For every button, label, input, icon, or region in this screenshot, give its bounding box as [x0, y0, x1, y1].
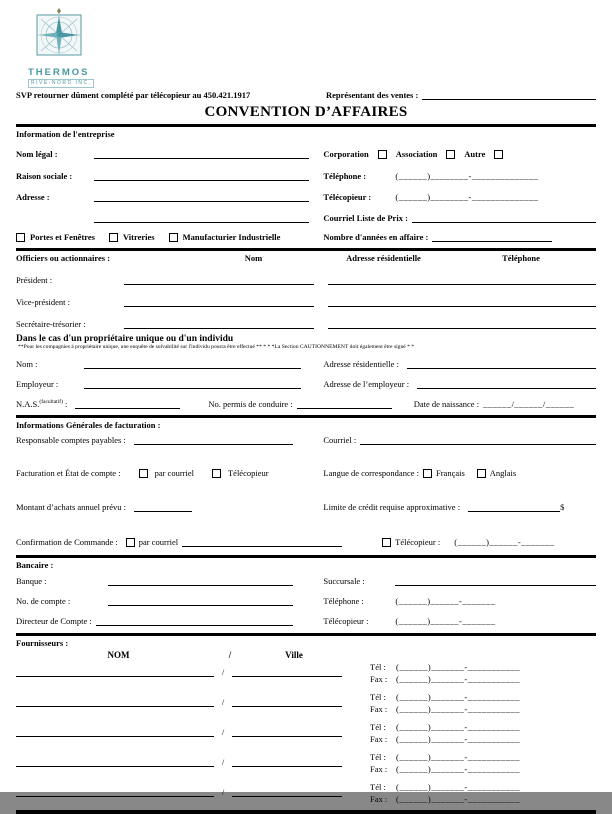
branch-field[interactable] [395, 576, 596, 586]
portes-fenetres-label: Portes et Fenêtres [30, 232, 95, 242]
supplier-1-fax-field[interactable]: (______)_______-___________ [396, 674, 520, 684]
vice-president-address-field[interactable] [328, 297, 596, 307]
credit-limit-label: Limite de crédit requise approximative : [323, 502, 461, 512]
legal-name-label: Nom légal : [16, 149, 58, 159]
payables-contact-label: Responsable comptes payables : [16, 435, 126, 445]
section-rule-4 [16, 633, 596, 636]
bank-name-field[interactable] [108, 576, 293, 586]
sales-rep-label: Représentant des ventes : [326, 90, 419, 100]
separator: / [221, 697, 225, 707]
supplier-1-tel-field[interactable]: (______)_______-___________ [396, 662, 520, 672]
language-label: Langue de correspondance : [323, 468, 419, 478]
nas-field[interactable] [75, 399, 180, 409]
company-logo [28, 8, 596, 88]
invoice-email-checkbox[interactable] [139, 469, 148, 478]
tel-label: Tél : [370, 662, 386, 672]
employer-label: Employeur : [16, 379, 59, 389]
annual-purchase-field[interactable] [134, 502, 192, 512]
dollar-sign: $ [560, 502, 565, 512]
confirmation-fax-field[interactable]: (______)______-_______ [454, 537, 555, 547]
years-in-business-field[interactable] [432, 232, 552, 242]
vice-president-name-field[interactable] [124, 297, 314, 307]
section-company-title: Information de l'entreprise [16, 129, 115, 139]
supplier-4-name-field[interactable] [16, 757, 214, 767]
invoice-email-label: par courriel [154, 468, 194, 478]
confirmation-fax-label: Télécopieur : [395, 537, 441, 547]
brand-subtitle: RIVE-NORD INC. [28, 79, 94, 88]
supplier-4-city-field[interactable] [232, 757, 342, 767]
payables-contact-field[interactable] [134, 435, 294, 445]
supplier-3-city-field[interactable] [232, 727, 342, 737]
sales-rep-field[interactable] [422, 90, 596, 100]
secretary-address-field[interactable] [328, 319, 596, 329]
supplier-row [16, 780, 596, 804]
separator: / [221, 667, 225, 677]
suppliers-col-ville: Ville [285, 650, 303, 660]
account-manager-label: Directeur de Compte : [16, 616, 92, 626]
fax-label: Fax : [370, 674, 388, 684]
supplier-5-city-field[interactable] [232, 787, 342, 797]
supplier-row [16, 720, 596, 744]
company-fax-field[interactable]: (______)________-______________ [395, 192, 539, 202]
employer-address-field[interactable] [417, 379, 596, 389]
brand-name: THERMOS [28, 66, 90, 78]
supplier-2-tel-field[interactable]: (______)_______-___________ [396, 692, 520, 702]
manufacturier-label: Manufacturier Industrielle [182, 232, 281, 242]
order-confirmation-label: Confirmation de Commande : [16, 537, 118, 547]
supplier-5-tel-field[interactable]: (______)_______-___________ [396, 782, 520, 792]
price-list-email-field[interactable] [412, 213, 596, 223]
vitreries-checkbox[interactable] [109, 233, 118, 242]
type-association-label: Association [395, 149, 438, 159]
credit-limit-field[interactable] [468, 502, 560, 512]
trade-name-field[interactable] [94, 171, 309, 181]
supplier-5-fax-field[interactable]: (______)_______-___________ [396, 794, 520, 804]
drivers-license-field[interactable] [297, 399, 392, 409]
bank-name-label: Banque : [16, 576, 47, 586]
bank-fax-field[interactable]: (______)______-_______ [395, 616, 496, 626]
individual-name-field[interactable] [84, 359, 301, 369]
supplier-2-name-field[interactable] [16, 697, 214, 707]
nas-optional-note: (facultatif) [39, 399, 63, 406]
confirmation-email-field[interactable] [182, 537, 342, 547]
confirmation-email-label: par courriel [138, 537, 179, 547]
supplier-row [16, 750, 596, 774]
manufacturier-checkbox[interactable] [169, 233, 178, 242]
branch-label: Succursale : [323, 576, 365, 586]
supplier-1-city-field[interactable] [232, 667, 342, 677]
supplier-5-name-field[interactable] [16, 787, 214, 797]
separator: / [221, 727, 225, 737]
account-manager-field[interactable] [96, 616, 294, 626]
fax-instruction: SVP retourner dûment complété par télécopieur au 450.421.1917 [16, 90, 251, 100]
invoice-statement-label: Facturation et État de compte : [16, 468, 121, 478]
annual-purchase-label: Montant d’achats annuel prévu : [16, 502, 126, 512]
bank-phone-label: Téléphone : [323, 596, 364, 606]
corporation-checkbox[interactable] [378, 150, 387, 159]
tel-label: Tél : [370, 722, 386, 732]
account-number-field[interactable] [108, 596, 293, 606]
supplier-2-city-field[interactable] [232, 697, 342, 707]
secretary-treasurer-label: Secrétaire-trésorier : [16, 319, 86, 329]
officers-col-nom: Nom [244, 253, 263, 263]
company-phone-label: Téléphone : [323, 171, 367, 181]
employer-field[interactable] [84, 379, 301, 389]
officers-col-telephone: Téléphone [502, 253, 540, 263]
years-in-business-label: Nombre d'années en affaire : [323, 232, 429, 242]
individual-address-field[interactable] [407, 359, 596, 369]
confirmation-email-checkbox[interactable] [126, 538, 135, 547]
secretary-name-field[interactable] [124, 319, 314, 329]
president-address-field[interactable] [328, 275, 596, 285]
billing-email-label: Courriel : [323, 435, 357, 445]
type-corporation-label: Corporation [323, 149, 369, 159]
birthdate-field[interactable]: ______/______/______ [483, 399, 575, 409]
billing-email-field[interactable] [360, 435, 596, 445]
english-label: Anglais [489, 468, 517, 478]
birthdate-label: Date de naissance : [413, 399, 480, 409]
confirmation-fax-checkbox[interactable] [382, 538, 391, 547]
fax-label: Fax : [370, 764, 388, 774]
section-officers-title: Officiers ou actionnaires : [16, 253, 111, 263]
individual-address-label: Adresse résidentielle : [323, 359, 399, 369]
employer-address-label: Adresse de l’employeur : [323, 379, 410, 389]
drivers-license-label: No. permis de conduire : [208, 399, 293, 409]
officers-col-adresse: Adresse résidentielle [346, 253, 421, 263]
sole-proprietor-title: Dans le cas d'un propriétaire unique ou d'un individu [16, 334, 234, 344]
suppliers-col-separator: / [228, 650, 232, 660]
section-suppliers-title: Fournisseurs : [16, 638, 69, 648]
tel-label: Tél : [370, 752, 386, 762]
nas-label: N.A.S.$^{(facultatif)}$ : [16, 399, 68, 409]
bottom-rule [16, 810, 596, 814]
fax-label: Fax : [370, 704, 388, 714]
portes-fenetres-checkbox[interactable] [16, 233, 25, 242]
fax-label: Fax : [370, 734, 388, 744]
section-rule-3 [16, 555, 596, 558]
section-bank-title: Bancaire : [16, 560, 54, 570]
supplier-1-name-field[interactable] [16, 667, 214, 677]
supplier-3-tel-field[interactable]: (______)_______-___________ [396, 722, 520, 732]
company-fax-label: Télécopieur : [323, 192, 372, 202]
french-label: Français [435, 468, 465, 478]
address-label: Adresse : [16, 192, 50, 202]
address-field-2[interactable] [94, 213, 309, 223]
trade-name-label: Raison sociale : [16, 171, 73, 181]
autre-checkbox[interactable] [494, 150, 503, 159]
type-autre-label: Autre [464, 149, 486, 159]
compass-logo-icon [28, 8, 90, 66]
vitreries-label: Vitreries [122, 232, 155, 242]
supplier-4-fax-field[interactable]: (______)_______-___________ [396, 764, 520, 774]
french-checkbox[interactable] [423, 469, 432, 478]
invoice-fax-label: Télécopieur [227, 468, 269, 478]
section-rule-1 [16, 248, 596, 251]
supplier-row [16, 660, 596, 684]
separator: / [221, 787, 225, 797]
section-rule-2 [16, 415, 596, 418]
association-checkbox[interactable] [446, 150, 455, 159]
company-phone-field[interactable]: (______)________-______________ [395, 171, 539, 181]
tel-label: Tél : [370, 782, 386, 792]
supplier-2-fax-field[interactable]: (______)_______-___________ [396, 704, 520, 714]
bank-phone-field[interactable]: (______)______-_______ [395, 596, 496, 606]
tel-label: Tél : [370, 692, 386, 702]
individual-name-label: Nom : [16, 359, 38, 369]
fax-label: Fax : [370, 794, 388, 804]
english-checkbox[interactable] [477, 469, 486, 478]
title-rule [16, 124, 596, 127]
invoice-fax-checkbox[interactable] [212, 469, 221, 478]
president-label: Président : [16, 275, 53, 285]
section-billing-title: Informations Générales de facturation : [16, 420, 161, 430]
credit-check-note: **Pour les compagnies à propriétaire unique, une enquête de solvabilité sur l'individu pourra être effectué ** * * *La Section CAUTIONNEMENT doit également être signé * * [18, 344, 415, 350]
supplier-3-name-field[interactable] [16, 727, 214, 737]
separator: / [221, 757, 225, 767]
legal-name-field[interactable] [94, 149, 309, 159]
supplier-row [16, 690, 596, 714]
president-name-field[interactable] [124, 275, 314, 285]
suppliers-col-nom: NOM [107, 650, 130, 660]
account-number-label: No. de compte : [16, 596, 71, 606]
price-list-email-label: Courriel Liste de Prix : [323, 213, 408, 223]
supplier-4-tel-field[interactable]: (______)_______-___________ [396, 752, 520, 762]
form-title: CONVENTION D’AFFAIRES [204, 104, 408, 120]
bank-fax-label: Télécopieur : [323, 616, 369, 626]
vice-president-label: Vice-président : [16, 297, 71, 307]
address-field-1[interactable] [94, 192, 309, 202]
supplier-3-fax-field[interactable]: (______)_______-___________ [396, 734, 520, 744]
